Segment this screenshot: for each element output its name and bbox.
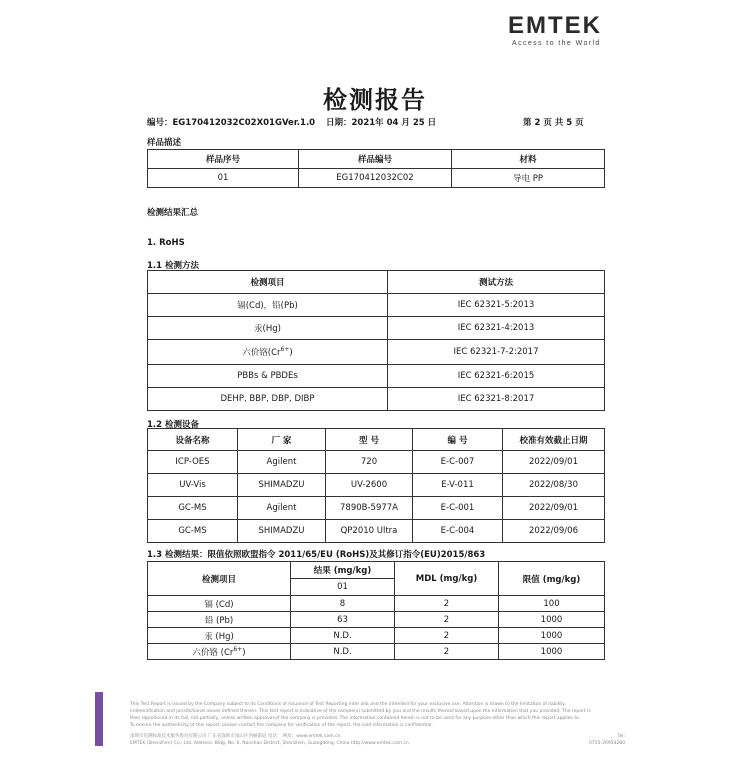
- cell-text: ): [289, 348, 293, 358]
- table-header: 厂 家: [238, 429, 326, 451]
- table-cell: 7890B-5977A: [326, 497, 413, 520]
- table-cell: 8: [291, 596, 395, 612]
- table-header: 限值 (mg/kg): [499, 562, 605, 596]
- table-row: [148, 596, 605, 612]
- table-row: [148, 644, 605, 660]
- table-cell: IEC 62321-5:2013: [388, 294, 605, 317]
- table-cell: E-V-011: [413, 474, 503, 497]
- equipment-table: [147, 428, 605, 543]
- table-cell: N.D.: [291, 644, 395, 660]
- table-cell: 2: [395, 596, 499, 612]
- footer-address-line: EMTEK (Shenzhen) Co., Ltd. Address: Bldg, No. 6, Nanshan District, Shenzhen, Guangdong, China http://www.emtek.com.cn: [130, 741, 409, 746]
- table-cell: 2: [395, 612, 499, 628]
- table-row: [148, 169, 605, 188]
- logo-tagline: Access to the World: [512, 40, 601, 47]
- table-cell: [148, 340, 388, 365]
- table-cell: 1000: [499, 612, 605, 628]
- table-cell: 导电 PP: [452, 169, 605, 188]
- footer-disclaimer-line: This Test Report is issued by the Company subject to its Conditions of Issuance of Test Reporting inter alia and the intended for your exclusive use. Attention is drawn to the limitation of liability,: [130, 702, 567, 707]
- table-header: 编 号: [413, 429, 503, 451]
- table-row: [148, 294, 605, 317]
- table-header: 检测项目: [148, 562, 291, 596]
- table-cell: 720: [326, 451, 413, 474]
- company-logo: [508, 14, 618, 54]
- table-header: 材料: [452, 150, 605, 169]
- table-cell: IEC 62321-8:2017: [388, 388, 605, 411]
- table-cell: E-C-001: [413, 497, 503, 520]
- table-cell: 1000: [499, 628, 605, 644]
- table-row: [148, 317, 605, 340]
- table-header: 校准有效截止日期: [503, 429, 605, 451]
- table-cell: 汞 (Hg): [148, 628, 291, 644]
- table-header-row: [148, 562, 605, 579]
- footer-disclaimer-line: then reproduced in its full, not partially, unless written approval of the company is provided. The information contained herein is not to be used for any purpose other than which this report applies to.: [130, 716, 581, 721]
- table-header: 结果 (mg/kg): [291, 562, 395, 579]
- report-number: 编号：EG170412032C02X01GVer.1.0: [147, 118, 316, 128]
- table-cell: 2022/09/01: [503, 451, 605, 474]
- table-row: [148, 451, 605, 474]
- table-cell: 2: [395, 644, 499, 660]
- cell-text: ): [242, 647, 246, 658]
- table-row: [148, 628, 605, 644]
- table-cell: ICP-OES: [148, 451, 238, 474]
- methods-table: [147, 270, 605, 411]
- table-header: 样品编号: [299, 150, 452, 169]
- table-header: 01: [291, 579, 395, 596]
- table-cell: IEC 62321-4:2013: [388, 317, 605, 340]
- rohs-heading: 1. RoHS: [147, 238, 185, 248]
- table-cell: E-C-004: [413, 520, 503, 543]
- table-cell: [148, 644, 291, 660]
- table-cell: 镉(Cd)，铅(Pb): [148, 294, 388, 317]
- table-cell: N.D.: [291, 628, 395, 644]
- table-row: [148, 497, 605, 520]
- table-cell: 2022/09/01: [503, 497, 605, 520]
- summary-heading: 检测结果汇总: [147, 208, 199, 218]
- table-row: [148, 340, 605, 365]
- table-cell: 1000: [499, 644, 605, 660]
- results-heading: 1.3 检测结果：限值依照欧盟指令 2011/65/EU (RoHS)及其修订指令(EU)2015/863: [147, 550, 486, 560]
- table-header: 型 号: [326, 429, 413, 451]
- methods-heading: 1.1 检测方法: [147, 261, 200, 271]
- footer-contact-number: 0755-26954280: [589, 741, 625, 746]
- table-header: 设备名称: [148, 429, 238, 451]
- superscript: 6+: [233, 645, 243, 653]
- table-cell: GC-MS: [148, 497, 238, 520]
- table-cell: EG170412032C02: [299, 169, 452, 188]
- cell-text: 六价铬(Cr: [242, 348, 281, 358]
- report-title: 检测报告: [323, 86, 427, 114]
- results-table: [147, 561, 605, 660]
- table-cell: Agilent: [238, 497, 326, 520]
- footer-address-line: 深圳市信测标准技术服务股份有限公司 广东省深圳市南山区西丽街道 电话： 网址：www.emtek.com.cn: [130, 734, 341, 739]
- table-cell: SHIMADZU: [238, 520, 326, 543]
- table-cell: IEC 62321-7-2:2017: [388, 340, 605, 365]
- page-number: 第 2 页 共 5 页: [523, 118, 584, 128]
- table-cell: E-C-007: [413, 451, 503, 474]
- footer-disclaimer-line: indemnification and jurisdictional issues defined therein. This test report is indicative of the sample(s) submitted by you and the results thereof based upon the information that you provided. The report is: [130, 709, 591, 714]
- table-row: [148, 520, 605, 543]
- table-cell: UV-Vis: [148, 474, 238, 497]
- table-header: MDL (mg/kg): [395, 562, 499, 596]
- table-cell: 63: [291, 612, 395, 628]
- footer-accent-bar: [95, 692, 103, 746]
- table-cell: GC-MS: [148, 520, 238, 543]
- table-header-row: [148, 271, 605, 294]
- table-header: 测试方法: [388, 271, 605, 294]
- footer-disclaimer-line: To ensure the authenticity of this report, please contact the company for verification of the report, the said information is confidential.: [130, 723, 433, 728]
- table-cell: 2022/09/06: [503, 520, 605, 543]
- table-cell: PBBs & PBDEs: [148, 365, 388, 388]
- table-header-row: [148, 150, 605, 169]
- table-header: 样品序号: [148, 150, 299, 169]
- table-cell: 01: [148, 169, 299, 188]
- footer-contact: [580, 733, 625, 747]
- table-cell: 铅 (Pb): [148, 612, 291, 628]
- table-cell: UV-2600: [326, 474, 413, 497]
- table-header: 检测项目: [148, 271, 388, 294]
- table-header-row: [148, 429, 605, 451]
- table-cell: 汞(Hg): [148, 317, 388, 340]
- table-cell: DEHP, BBP, DBP, DIBP: [148, 388, 388, 411]
- table-row: [148, 612, 605, 628]
- superscript: 6+: [280, 346, 290, 354]
- table-row: [148, 365, 605, 388]
- equipment-heading: 1.2 检测设备: [147, 420, 200, 430]
- table-cell: 镉 (Cd): [148, 596, 291, 612]
- sample-heading: 样品描述: [147, 138, 182, 148]
- logo-wordmark: EMTEK: [508, 12, 602, 39]
- table-cell: 2022/08/30: [503, 474, 605, 497]
- table-row: [148, 474, 605, 497]
- table-cell: 100: [499, 596, 605, 612]
- report-date: 日期：2021年 04 月 25 日: [326, 118, 437, 128]
- cell-text: 六价铬 (Cr: [192, 647, 234, 658]
- table-cell: Agilent: [238, 451, 326, 474]
- table-cell: QP2010 Ultra: [326, 520, 413, 543]
- sample-table: [147, 149, 605, 188]
- footer-contact-label: Tel:: [617, 734, 625, 739]
- table-cell: SHIMADZU: [238, 474, 326, 497]
- table-row: [148, 388, 605, 411]
- table-cell: IEC 62321-6:2015: [388, 365, 605, 388]
- table-cell: 2: [395, 628, 499, 644]
